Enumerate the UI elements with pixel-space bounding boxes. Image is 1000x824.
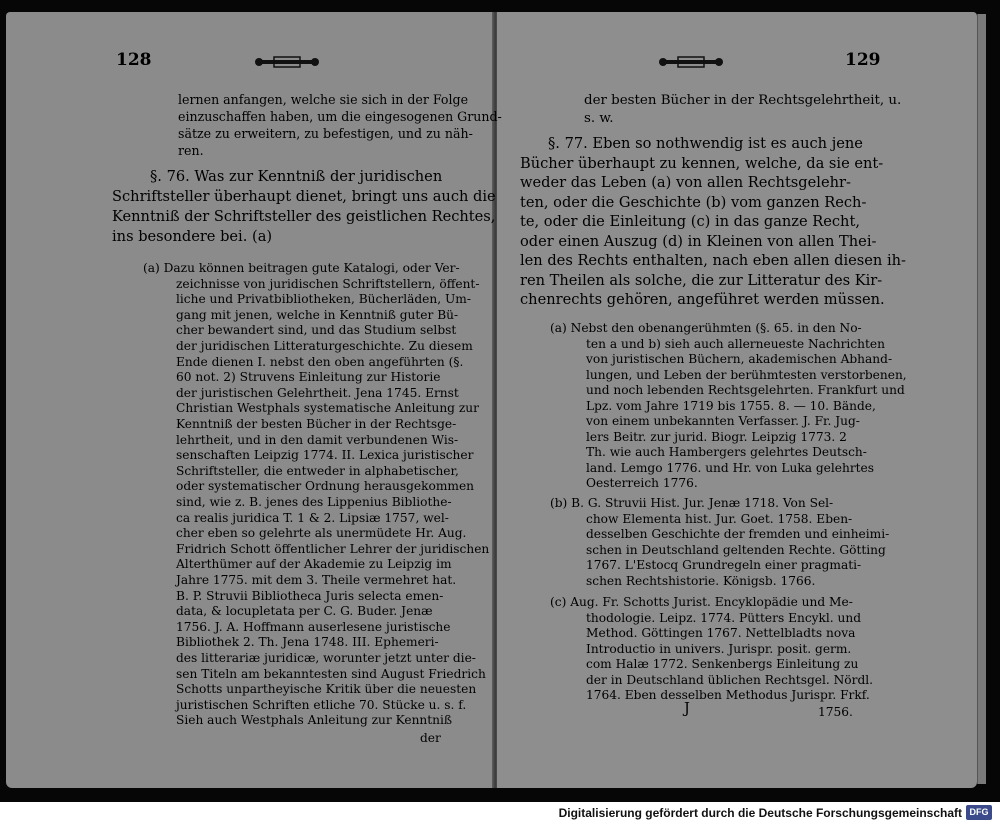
footnote-line: (a) Nebst den obenangerühmten (§. 65. in den No- [550,321,862,335]
text-line: ren Theilen als solche, die zur Litteratur des Kir- [520,271,883,289]
signature-mark: J [684,700,690,717]
footnote-line: 60 not. 2) Struvens Einleitung zur Historie [176,370,441,385]
footnote-line: Jahre 1775. mit dem 3. Theile vermehret hat. [176,573,457,587]
footnote-line: der juridischen Litteraturgeschichte. Zu diesem [176,339,473,353]
footnote-line: liche und Privatbibliotheken, Bücherläden, Um- [176,292,471,307]
footnote-line: Christian Westphals systematische Anleitung zur [176,401,479,416]
footnote-line: und noch lebenden Rechtsgelehrten. Frankfurt und [586,383,905,397]
footnote-line: chow Elementa hist. Jur. Goet. 1758. Eben- [586,511,853,526]
footnote-line: lehrtheit, und in den damit verbundenen Wis- [176,432,459,447]
footnote-line: desselben Geschichte der fremden und einheimi- [586,527,890,541]
footnote-line: thodologie. Leipz. 1774. Pütters Encykl. und [586,610,862,625]
text-line: Schriftsteller überhaupt dienet, bringt uns auch die [112,188,496,205]
footnote-line: 1764. Eben desselben Methodus Jurispr. Frkf. [586,688,870,702]
footnote-line: sen Titeln am bekanntesten sind August Friedrich [176,666,486,681]
text-line: te, oder die Einleitung (c) in das ganze Recht, [520,213,860,230]
footnote-line: der in Deutschland üblichen Rechtsgel. Nördl. [586,672,874,687]
footnote-line: (b) B. G. Struvii Hist. Jur. Jenæ 1718. Von Sel- [550,496,834,510]
footnote-line: Method. Göttingen 1767. Nettelbladts nova [586,626,856,640]
footnote-line: lers Beitr. zur jurid. Biogr. Leipzig 1773. 2 [586,429,847,444]
footnote-line: ca realis juridica T. 1 & 2. Lipsiæ 1757, wel- [176,510,449,525]
footnote-line: Fridrich Schott öffentlicher Lehrer der juridischen [176,541,490,556]
footnote-line: (a) Dazu können beitragen gute Katalogi, oder Ver- [143,261,460,275]
left-page-number: 128 [116,50,152,70]
footer-bar [0,802,1000,824]
footnote-line: Sieh auch Westphals Anleitung zur Kenntniß [176,713,453,728]
footnote-line: Lpz. vom Jahre 1719 bis 1755. 8. — 10. Bände, [586,398,876,413]
footnote-line: Th. wie auch Hambergers gelehrtes Deutsch- [586,445,867,459]
text-line: einzuschaffen haben, um die eingesogenen Grund- [178,109,502,124]
text-line: ten, oder die Geschichte (b) vom ganzen Rech- [520,193,867,211]
header-ornament-icon [254,56,320,68]
text-line: lernen anfangen, welche sie sich in der Folge [178,92,469,107]
footnote-line: Oesterreich 1776. [586,476,698,490]
dfg-logo-icon: DFG [966,805,992,820]
text-line: §. 77. Eben so nothwendig ist es auch jene [548,135,863,152]
catchword: 1756. [818,705,853,719]
text-line: der besten Bücher in der Rechtsgelehrtheit, u. [584,93,902,108]
footnote-line: des litterariæ juridicæ, worunter jetzt unter die- [176,651,476,665]
footnote-line: cher bewandert sind, und das Studium selbst [176,323,457,338]
footnote-line: B. P. Struvii Bibliotheca Juris selecta emen- [176,588,444,603]
footnote-line: (c) Aug. Fr. Schotts Jurist. Encyklopädie und Me- [550,595,853,609]
text-line: sätze zu erweitern, zu befestigen, und zu näh- [178,126,473,141]
footnote-line: Schotts unpartheyische Kritik über die neuesten [176,682,477,697]
text-line: chenrechts gehören, angeführet werden müssen. [520,291,885,308]
footnote-line: juristischen Schriften etliche 70. Stücke u. s. f. [176,697,467,712]
text-line: len des Rechts enthalten, nach eben allen diesen ih- [520,252,906,269]
text-line: ren. [178,143,204,158]
footnote-line: zeichnisse von juridischen Schriftstellern, öffent- [176,276,480,291]
right-page-number: 129 [845,50,881,70]
footnote-line: data, & locupletata per C. G. Buder. Jenæ [176,604,433,619]
footnote-line: sind, wie z. B. jenes des Lippenius Bibliothe- [176,495,452,509]
text-line: oder einen Auszug (d) in Kleinen von allen Thei- [520,232,877,250]
text-line: ins besondere bei. (a) [112,228,273,245]
footnote-line: von einem unbekannten Verfasser. J. Fr. Jug- [586,414,860,428]
footnote-line: schen Rechtshistorie. Königsb. 1766. [586,573,816,588]
header-ornament-icon [658,56,724,68]
footnote-line: cher eben so gelehrte als unermüdete Hr. Aug. [176,526,467,541]
footnote-line: von juristischen Büchern, akademischen Abhand- [586,352,893,366]
footnote-line: gang mit jenen, welche in Kenntniß guter Bü- [176,307,459,322]
catchword: der [420,731,441,745]
text-line: §. 76. Was zur Kenntniß der juridischen [150,168,443,185]
footnote-line: Schriftsteller, die entweder in alphabetischer, [176,463,459,478]
footnote-line: der juristischen Gelehrtheit. Jena 1745. Ernst [176,385,459,400]
page-edge [977,14,986,784]
footnote-line: schen in Deutschland geltenden Rechte. Götting [586,542,886,557]
footnote-line: lungen, und Leben der berühmtesten verstorbenen, [586,367,907,382]
footnote-line: Ende dienen I. nebst den oben angeführten (§. [176,354,464,369]
text-line: Bücher überhaupt zu kennen, welche, da sie ent- [520,154,884,172]
footnote-line: Alterthümer auf der Akademie zu Leipzig im [176,557,452,572]
footnote-line: ten a und b) sieh auch allerneueste Nachrichten [586,336,885,351]
footnote-line: oder systematischer Ordnung herausgekommen [176,479,475,494]
footnote-line: Introductio in univers. Jurispr. posit. germ. [586,641,852,656]
text-line: s. w. [584,111,614,126]
footnote-line: 1767. L'Estocq Grundregeln einer pragmati- [586,558,862,572]
footnote-line: com Halæ 1772. Senkenbergs Einleitung zu [586,657,859,671]
footnote-line: 1756. J. A. Hoffmann auserlesene juristische [176,619,451,634]
footnote-line: senschaften Leipzig 1774. II. Lexica juristischer [176,448,474,463]
footnote-line: Kenntniß der besten Bücher in der Rechtsge- [176,417,457,431]
text-line: weder das Leben (a) von allen Rechtsgelehr- [520,174,851,191]
footnote-line: Bibliothek 2. Th. Jena 1748. III. Ephemeri- [176,635,439,650]
footer-credit: Digitalisierung gefördert durch die Deutsche Forschungsgemeinschaft [558,806,962,820]
footnote-line: land. Lemgo 1776. und Hr. von Luka gelehrtes [586,460,875,475]
text-line: Kenntniß der Schriftsteller des geistlichen Rechtes, [112,208,496,225]
